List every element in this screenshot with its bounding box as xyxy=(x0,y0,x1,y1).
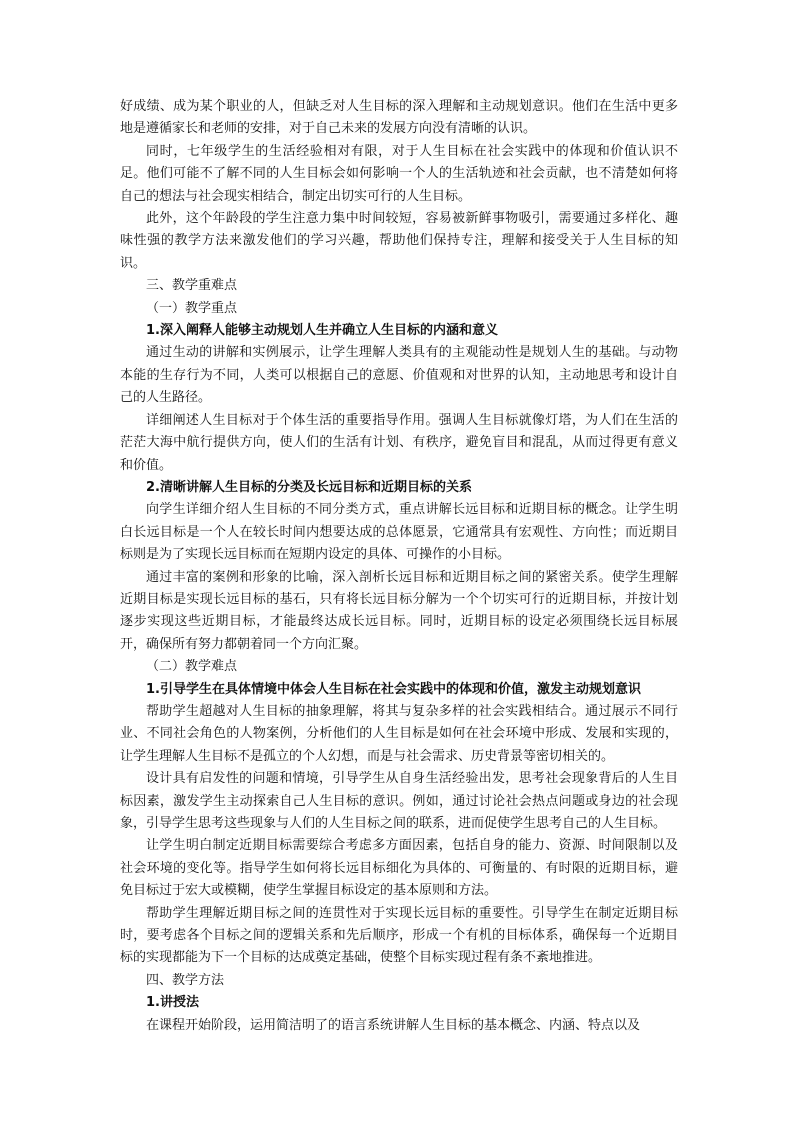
section-heading-4: 四、教学方法 xyxy=(146,972,225,988)
paragraph-12: 在课程开始阶段，运用简洁明了的语言系统讲解人生目标的基本概念、内涵、特点以及 xyxy=(146,1017,641,1033)
paragraph-8: 帮助学生超越对人生目标的抽象理解，将其与复杂多样的社会实践相结合。通过展示不同行业、不同社会角色的人物案例，分析他们的人生目标是如何在社会环境中形成、发展和实现的，让学生理解人生目标不是孤立的个人幻想，而是与社会需求、历史背景等密切相关的。 xyxy=(120,703,678,764)
paragraph-6: 向学生详细介绍人生目标的不同分类方式，重点讲解长远目标和近期目标的概念。让学生明白长远目标是一个人在较长时间内想要达成的总体愿景，它通常具有宏观性、方向性；而近期目标则是为了实现长远目标而在短期内设定的具体、可操作的小目标。 xyxy=(120,502,678,563)
key-point-heading-2: 2.清晰讲解人生目标的分类及长远目标和近期目标的关系 xyxy=(146,479,472,495)
paragraph-5: 详细阐述人生目标对于个体生活的重要指导作用。强调人生目标就像灯塔，为人们在生活的茫茫大海中航行提供方向，使人们的生活有计划、有秩序，避免盲目和混乱，从而过得更有意义和价值。 xyxy=(120,412,678,473)
paragraph-7: 通过丰富的案例和形象的比喻，深入剖析长远目标和近期目标之间的紧密关系。使学生理解近期目标是实现长远目标的基石，只有将长远目标分解为一个个切实可行的近期目标，并按计划逐步实现这些近期目标，才能最终达成长远目标。同时，近期目标的设定必须围绕长远目标展开，确保所有努力都朝着同一个方向汇聚。 xyxy=(120,569,678,652)
paragraph-2: 同时，七年级学生的生活经验相对有限，对于人生目标在社会实践中的体现和价值认识不足。他们可能不了解不同的人生目标会如何影响一个人的生活轨迹和社会贡献，也不清楚如何将自己的想法与社会现实相结合，制定出切实可行的人生目标。 xyxy=(120,143,678,204)
subsection-heading-difficulties: （二）教学难点 xyxy=(146,659,238,675)
paragraph-10: 让学生明白制定近期目标需要综合考虑多方面因素，包括自身的能力、资源、时间限制以及社会环境的变化等。指导学生如何将长远目标细化为具体的、可衡量的、有时限的近期目标，避免目标过于宏大或模糊，使学生掌握目标设定的基本原则和方法。 xyxy=(120,838,678,899)
document-page xyxy=(120,96,678,1037)
key-point-heading-1: 1.深入阐释人能够主动规划人生并确立人生目标的内涵和意义 xyxy=(146,323,498,339)
paragraph-4: 通过生动的讲解和实例展示，让学生理解人类具有的主观能动性是规划人生的基础。与动物本能的生存行为不同，人类可以根据自己的意愿、价值观和对世界的认知，主动地思考和设计自己的人生路径。 xyxy=(120,345,678,406)
difficulty-heading-1: 1.引导学生在具体情境中体会人生目标在社会实践中的体现和价值，激发主动规划意识 xyxy=(146,681,641,697)
paragraph-3: 此外，这个年龄段的学生注意力集中时间较短，容易被新鲜事物吸引，需要通过多样化、趣味性强的教学方法来激发他们的学习兴趣，帮助他们保持专注，理解和接受关于人生目标的知识。 xyxy=(120,211,678,271)
section-heading-3: 三、教学重难点 xyxy=(146,278,238,294)
paragraph-11: 帮助学生理解近期目标之间的连贯性对于实现长远目标的重要性。引导学生在制定近期目标时，要考虑各个目标之间的逻辑关系和先后顺序，形成一个有机的目标体系，确保每一个近期目标的实现都能为下一个目标的达成奠定基础，使整个目标实现过程有条不紊地推进。 xyxy=(120,905,678,966)
paragraph-9: 设计具有启发性的问题和情境，引导学生从自身生活经验出发，思考社会现象背后的人生目标因素，激发学生主动探索自己人生目标的意识。例如，通过讨论社会热点问题或身边的社会现象，引导学生思考这些现象与人们的人生目标之间的联系，进而促使学生思考自己的人生目标。 xyxy=(120,771,678,831)
subsection-heading-key-points: （一）教学重点 xyxy=(146,300,238,316)
paragraph-1: 好成绩、成为某个职业的人，但缺乏对人生目标的深入理解和主动规划意识。他们在生活中更多地是遵循家长和老师的安排，对于自己未来的发展方向没有清晰的认识。 xyxy=(120,99,678,137)
method-heading-1: 1.讲授法 xyxy=(146,995,199,1011)
